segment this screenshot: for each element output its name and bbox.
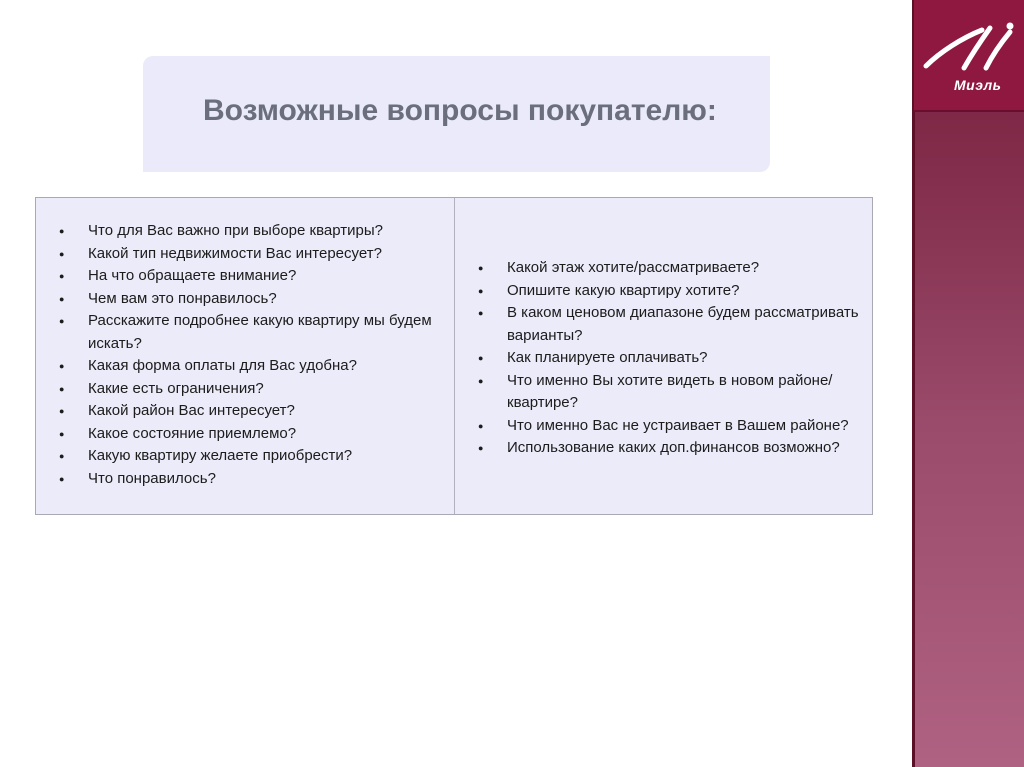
right-questions-list: [507, 257, 862, 460]
right-question-item: ● Опишите какую квартиру хотите?: [507, 280, 862, 303]
questions-table: [35, 197, 873, 515]
left-questions-list: [88, 220, 443, 490]
left-question-item: ● Чем вам это понравилось?: [88, 288, 443, 311]
right-question-item: ● В каком ценовом диапазоне будем рассматривать варианты?: [507, 302, 862, 347]
left-question-item: ● Какое состояние приемлемо?: [88, 423, 443, 446]
right-question-item: ● Что именно Вы хотите видеть в новом районе/квартире?: [507, 370, 862, 415]
right-question-item: ● Какой этаж хотите/рассматриваете?: [507, 257, 862, 280]
right-question-item: ● Что именно Вас не устраивает в Вашем районе?: [507, 415, 862, 438]
right-question-item: ● Как планируете оплачивать?: [507, 347, 862, 370]
left-question-item: ● Какую квартиру желаете приобрести?: [88, 445, 443, 468]
right-question-item: ● Использование каких доп.финансов возможно?: [507, 437, 862, 460]
logo-text: Миэль: [954, 77, 1002, 93]
logo-mark-icon: [920, 22, 1018, 76]
column-divider: [454, 198, 455, 514]
decorative-sidebar: [912, 0, 1024, 767]
left-question-item: ● Какие есть ограничения?: [88, 378, 443, 401]
left-question-item: ● На что обращаете внимание?: [88, 265, 443, 288]
left-question-item: ● Что для Вас важно при выборе квартиры?: [88, 220, 443, 243]
title-box: [143, 56, 770, 172]
left-question-item: ● Какой тип недвижимости Вас интересует?: [88, 243, 443, 266]
brand-logo: [914, 0, 1024, 112]
left-question-item: ● Расскажите подробнее какую квартиру мы будем искать?: [88, 310, 443, 355]
left-question-item: ● Какой район Вас интересует?: [88, 400, 443, 423]
left-question-item: ● Какая форма оплаты для Вас удобна?: [88, 355, 443, 378]
left-question-item: ● Что понравилось?: [88, 468, 443, 491]
slide-title: Возможные вопросы покупателю:: [203, 94, 717, 127]
